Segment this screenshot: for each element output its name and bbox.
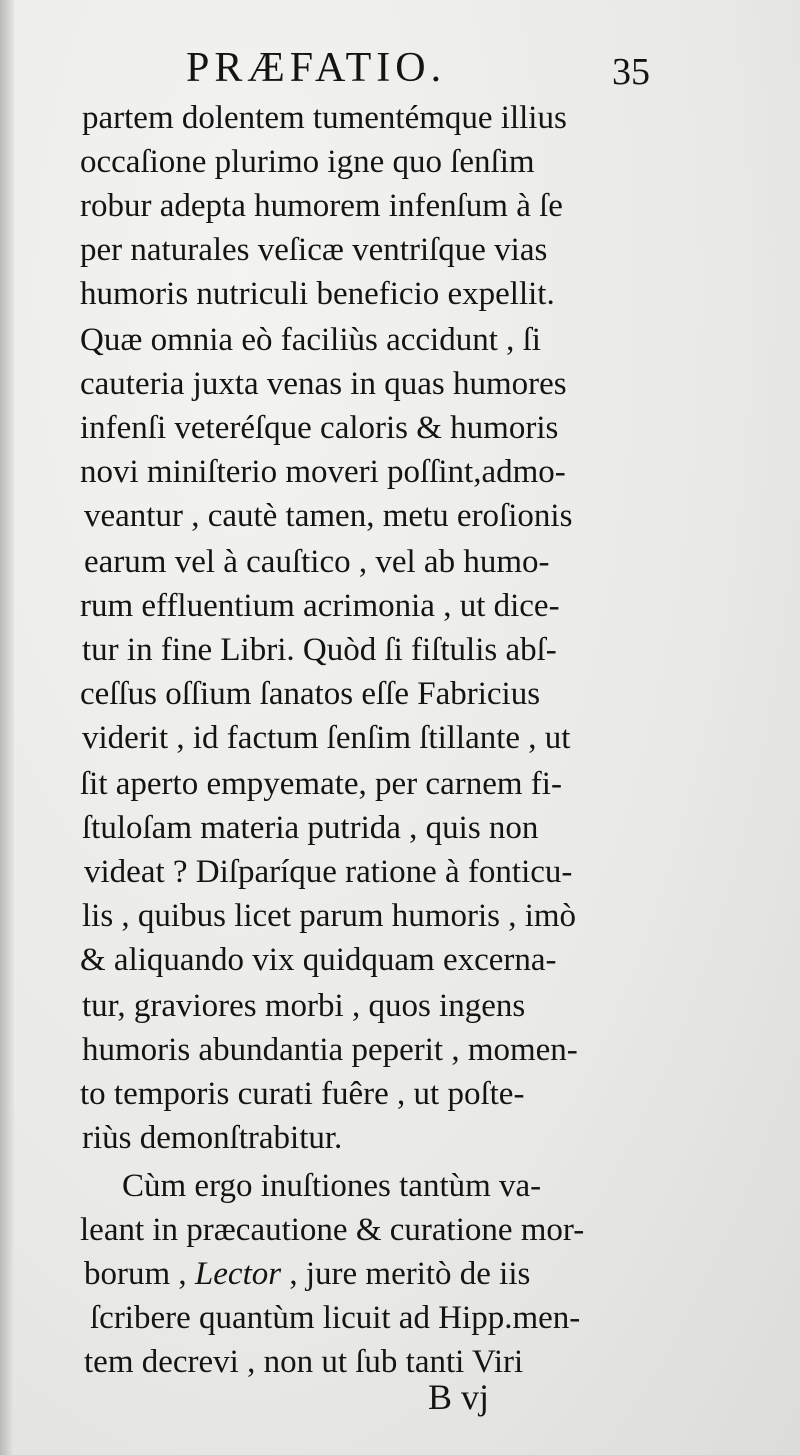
text-line: riùs demonſtrabitur. xyxy=(82,1120,343,1156)
text-line: tem decrevi , non ut ſub tanti Viri xyxy=(84,1344,524,1380)
text-line: ceſſus oſſium ſanatos eſſe Fabricius xyxy=(80,676,541,712)
text-line: humoris abundantia peperit , momen- xyxy=(82,1032,578,1068)
text-line: & aliquando vix quidquam excerna- xyxy=(80,942,557,978)
text-line: Cùm ergo inuſtiones tantùm va- xyxy=(122,1168,542,1204)
text-line: viderit , id factum ſenſim ſtillante , ut xyxy=(82,720,571,756)
text-line: veantur , cautè tamen, metu eroſionis xyxy=(84,498,573,534)
text-line: leant in præcautione & curatione mor- xyxy=(80,1212,585,1248)
italic-word: Lector xyxy=(194,1256,282,1292)
text-line: ſcribere quantùm licuit ad Hipp.men- xyxy=(90,1300,581,1336)
running-title: PRÆFATIO. xyxy=(186,45,447,91)
page-header xyxy=(0,44,800,104)
text-line: lis , quibus licet parum humoris , imò xyxy=(82,898,577,934)
text-line: occaſione plurimo igne quo ſenſim xyxy=(80,144,535,180)
text-line: robur adepta humorem infenſum à ſe xyxy=(80,188,563,224)
page-footer xyxy=(0,1376,800,1426)
text-line: per naturales veſicæ ventriſque vias xyxy=(80,232,548,268)
text-line: borum , Lector , jure meritò de iis xyxy=(84,1256,531,1292)
page-gutter-shadow xyxy=(0,0,14,1455)
text-line: infenſi veteréſque caloris & humoris xyxy=(80,410,559,446)
text-line: earum vel à cauſtico , vel ab humo- xyxy=(84,544,550,580)
text-line: ſtuloſam materia putrida , quis non xyxy=(82,810,539,846)
text-line: to temporis curati fuêre , ut poſte- xyxy=(80,1076,525,1112)
page-number: 35 xyxy=(612,51,650,93)
text-line: rum effluentium acrimonia , ut dice- xyxy=(80,588,560,624)
text-line: novi miniſterio moveri poſſint,admo- xyxy=(80,454,566,490)
text-line: videat ? Diſparíque ratione à fonticu- xyxy=(84,854,573,890)
text-line: cauteria juxta venas in quas humores xyxy=(80,366,567,402)
text-line: Quæ omnia eò faciliùs accidunt , ſi xyxy=(80,322,541,358)
text-line: partem dolentem tumentémque illius xyxy=(82,100,567,136)
text-line: ſit aperto empyemate, per carnem fi- xyxy=(80,766,562,802)
text-line: tur, graviores morbi , quos ingens xyxy=(82,988,526,1024)
signature-mark: B vj xyxy=(428,1377,490,1417)
text-line: tur in fine Libri. Quòd ſi fiſtulis abſ- xyxy=(82,632,557,668)
text-line: humoris nutriculi beneficio expellit. xyxy=(80,276,555,312)
